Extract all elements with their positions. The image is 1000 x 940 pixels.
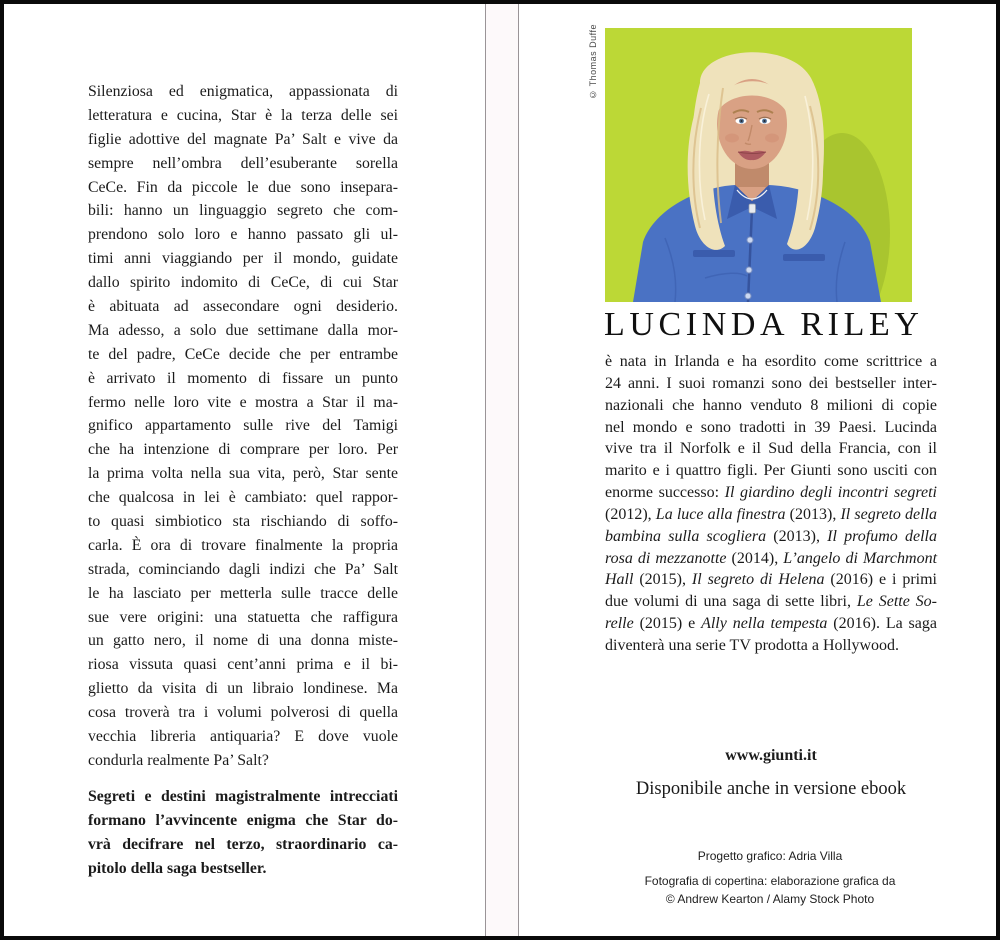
text-line: glietto da visita di un libraio londinese. Ma: [88, 680, 398, 698]
photo-credit: © Thomas Duffe: [588, 24, 598, 100]
bio-text: diventerà una serie TV prodotta a Hollywood.: [605, 636, 899, 654]
bio-text: due volumi di una saga di sette libri,: [605, 593, 857, 611]
author-photo: [605, 28, 912, 302]
bio-line: [605, 613, 937, 635]
spine-fold: [486, 0, 518, 940]
design-credit: Progetto grafico: Adria Villa: [697, 849, 843, 863]
book-title-italic: La luce alla finestra: [655, 505, 786, 523]
book-title-italic: Le Sette So-: [856, 593, 938, 611]
book-title-italic: Ally nella tempesta: [701, 615, 828, 633]
text-line: vrà decifrare nel terzo, straordinario ca-: [88, 835, 398, 853]
bio-line: [605, 591, 937, 613]
blurb-paragraph: [88, 785, 398, 881]
text-line: che ha intenzione di comprare per loro. Per: [88, 441, 398, 459]
text-line: prendono solo loro e hanno passato gli ul-: [88, 226, 398, 244]
text-line: carla. È ora di trovare finalmente la propria: [88, 536, 398, 554]
bio-text: (2013),: [766, 527, 828, 545]
bio-text: enorme successo:: [605, 484, 725, 502]
shirt-pocket-right: [783, 254, 825, 261]
pupil-left: [741, 120, 743, 122]
cover-photo-credit-line1: Fotografia di copertina: elaborazione grafica da: [644, 874, 896, 888]
bio-text: (2012),: [605, 505, 656, 523]
text-line: che qualcosa in lei è cambiato: quel rappor-: [88, 489, 398, 507]
text-line: dallo spirito indomito di CeCe, di cui Star: [88, 274, 398, 292]
bio-line: [605, 395, 937, 417]
text-line: un gatto nero, il nome di una donna miste-: [88, 632, 398, 650]
bio-text: (2015) e: [633, 615, 702, 633]
text-line: strada, cominciando dagli indizi che Pa’ Salt: [88, 560, 398, 578]
text-line: formano l’avvincente enigma che Star do-: [88, 811, 398, 829]
book-title-italic: Hall: [605, 571, 634, 589]
bio-line: [605, 351, 937, 373]
text-line: Silenziosa ed enigmatica, appassionata di: [88, 83, 398, 100]
bio-text: (2014),: [726, 549, 784, 567]
text-line: Segreti e destini magistralmente intrecciati: [88, 787, 398, 805]
fold-line-right: [518, 0, 519, 940]
bio-text: (2016). La saga: [827, 615, 937, 633]
book-title-italic: L’angelo di Marchmont: [783, 549, 938, 567]
bio-text: è nata in Irlanda e ha esordito come scrittrice a: [605, 353, 937, 370]
cheek-blush: [725, 134, 739, 143]
bio-text: 24 anni. I suoi romanzi sono dei bestseller inter-: [605, 374, 937, 392]
bio-line: [605, 460, 937, 482]
text-line: figlie adottive del magnate Pa’ Salt e vive da: [88, 130, 398, 148]
text-line: sempre nell’ombra dell’esuberante sorella: [88, 154, 398, 172]
author-bio: [605, 351, 937, 657]
book-title-italic: Il giardino degli incontri segreti: [724, 484, 938, 502]
shirt-pocket-left: [693, 250, 735, 257]
book-title-italic: Il segreto della: [840, 505, 938, 523]
pupil-right: [764, 120, 766, 122]
website-link[interactable]: www.giunti.it: [725, 747, 817, 764]
bio-line: [605, 548, 937, 570]
author-name: LUCINDA RILEY: [604, 306, 924, 343]
text-line: gnifico appartamento sulle rive del Tamigi: [88, 417, 398, 435]
text-line: condurla realmente Pa’ Salt?: [88, 751, 269, 769]
text-line: timi anni viaggiando per il mondo, guidate: [88, 250, 398, 268]
text-line: Ma adesso, a solo due settimane dalla mor-: [88, 321, 398, 339]
text-line: vecchia libreria antiquaria? E dove vuole: [88, 728, 398, 746]
text-line: le ha lasciato per metterla sulle tracce delle: [88, 584, 398, 602]
fold-line-left: [485, 0, 486, 940]
bio-line: [605, 635, 937, 657]
bio-line: [605, 438, 937, 460]
bio-line: [605, 504, 937, 526]
text-line: bili: hanno un linguaggio segreto che com-: [88, 202, 398, 220]
shirt-button: [745, 293, 751, 299]
blurb-paragraph: [88, 80, 398, 773]
text-line: letteratura e cucina, Star è la terza delle sei: [88, 106, 398, 124]
necklace-pendant: [749, 204, 756, 213]
book-title-italic: bambina sulla scogliera: [605, 527, 767, 545]
shirt-button: [746, 267, 752, 273]
bio-line: [605, 417, 937, 439]
author-portrait-illustration: [605, 28, 912, 302]
book-title-italic: Il segreto di Helena: [691, 571, 825, 589]
bio-text: vive tra il Norfolk e il Sud della Francia, con il: [605, 440, 937, 458]
text-line: sue vere origini: una statuetta che raffigura: [88, 608, 398, 626]
ebook-note: Disponibile anche in versione ebook: [635, 779, 907, 799]
bio-text: (2013),: [785, 505, 841, 523]
text-line: cosa troverà tra i volumi polverosi di quella: [88, 704, 398, 722]
bio-text: (2016) e i primi: [824, 571, 937, 589]
cover-photo-credit-line2: © Andrew Kearton / Alamy Stock Photo: [665, 892, 875, 906]
bio-line: [605, 569, 937, 591]
text-line: riosa vissuta quasi cent’anni prima e il bi-: [88, 656, 398, 674]
bio-line: [605, 526, 937, 548]
bio-line: [605, 373, 937, 395]
bio-text: nazionali che hanno venduto 8 milioni di copie: [605, 396, 937, 414]
book-title-italic: Il profumo della: [827, 527, 937, 545]
cover-photo-credit: [590, 872, 950, 908]
text-line: è arrivato il momento di fissare un punto: [88, 369, 398, 387]
text-line: to quasi simbiotico sta rischiando di soffo-: [88, 513, 398, 531]
book-blurb: [88, 80, 398, 880]
text-line: te del padre, CeCe decide che per entrambe: [88, 345, 398, 363]
text-line: fermo nelle loro vite e mostra a Star il ma-: [88, 393, 398, 411]
text-line: è abituata ad assecondare ogni desiderio.: [88, 298, 398, 316]
book-title-italic: relle: [605, 615, 634, 633]
bio-text: marito e i quattro figli. Per Giunti sono usciti con: [605, 462, 937, 480]
bio-line: [605, 482, 937, 504]
shirt-button: [747, 237, 753, 243]
bio-text: nel mondo e sono tradotti in 39 Paesi. Lucinda: [605, 418, 937, 436]
book-title-italic: rosa di mezzanotte: [605, 549, 727, 567]
text-line: pitolo della saga bestseller.: [88, 859, 267, 877]
text-line: CeCe. Fin da piccole le due sono insepara-: [88, 178, 398, 196]
cheek-blush: [765, 134, 779, 143]
bio-text: (2015),: [633, 571, 692, 589]
text-line: la prima volta nella sua vita, però, Star sente: [88, 465, 398, 483]
